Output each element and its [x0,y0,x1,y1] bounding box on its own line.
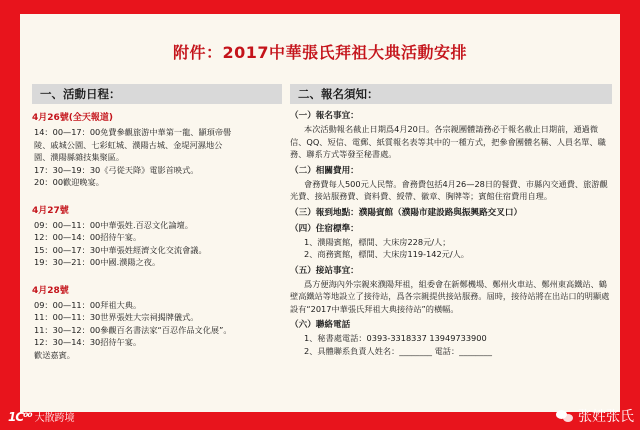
schedule-line: 11：00—11：30世界張姓大宗祠揭牌儀式。 [34,312,199,322]
section-title: （三）報到地點：濮陽賓館（濮陽市建設路與振興路交叉口） [290,207,523,218]
schedule-heading: 一、活動日程： [32,84,282,104]
schedule-days [32,110,282,361]
section-paragraph: 爲方便海內外宗親來濮陽拜祖，組委會在新鄭機場、鄭州火車站、鄭州東高鐵站、鶴壁高鐵站等地設立了接待站，爲各宗親提供接站服務。屆時，接待站將在出站口的明顯處設有“2017中華張氏拜祖大典接待站”的橫幅。 [290,278,610,314]
section-item: 2、具體聯系負責人姓名：________ 電話：________ [304,345,492,356]
schedule-line: 園、濮陽縣雜技集聚區。 [34,152,125,162]
schedule-line: 09：00—11：00拜祖大典。 [34,299,142,310]
schedule-line: 15：00—17：30中華張姓經濟文化交流會議。 [34,244,207,255]
section-title: （五）接站事宜： [290,265,359,276]
section-item: 1、秘書處電話：0393-3318337 13949733900 [304,333,487,343]
schedule-line: 20：00歡迎晚宴。 [34,177,104,187]
wechat-icon [556,409,574,423]
schedule-line: 陵、戚城公園、七彩虹城、濮陽古城、金堤河濕地公 [34,139,223,150]
schedule-date: 4月26號(全天報道) [32,113,114,123]
footer-logo-left [8,409,75,424]
section-title: （六）聯絡電話 [290,320,351,330]
section-title: （二）相關費用： [290,165,359,176]
schedule-line: 09：00—11：00中華張姓.百忍文化論壇。 [34,219,193,230]
section-paragraph: 本次活動報名截止日期爲4月20日。各宗親團體請務必于報名截止日期前，通過微信、QQ、短信、電郵、紙質報名表等其中的一種方式，把參會團體名稱、人員名單、職務、聯系方式等發至秘書處。 [290,124,606,159]
schedule-line: 歡送嘉賓。 [34,349,75,360]
registration-sections [290,110,612,357]
logo-text: 大散跨境 [34,413,75,424]
announcement-sheet [20,14,620,412]
section-title: （一）報名事宜： [290,111,359,121]
schedule-line: 17：30—19：30《弓從天降》電影首映式。 [34,164,199,175]
schedule-line: 14：00—17：00免費參觀旅游中華第一龍、顓頊帝嚳 [34,127,232,137]
schedule-column [32,84,282,361]
schedule-date: 4月27號 [32,205,69,216]
section-item: 1、濮陽賓館，標間、大床房228元/人； [304,236,451,247]
schedule-date: 4月28號 [32,285,69,296]
section-item: 2、商務賓館，標間、大床房119-142元/人。 [304,249,469,259]
schedule-line: 12：00—14：00招待午宴。 [34,232,142,242]
logo-badge: 1C⁰⁰ [8,409,32,424]
section-title: （四）住宿標準： [290,223,359,234]
wechat-account-name: 张姓张氏 [578,409,634,425]
registration-heading: 二、報名須知： [290,84,612,104]
schedule-line: 11：30—12：00參觀百名書法家“百忍作品文化展”。 [34,324,232,335]
schedule-line: 12：30—14：30招待午宴。 [34,337,142,347]
footer-logo-right [556,406,634,426]
schedule-line: 19：30—21：00中國.濮陽之夜。 [34,257,161,267]
section-paragraph: 會務費每人500元人民幣。會務費包括4月26—28日的餐費、市縣內交通費、旅游觀光費、接站服務費、資料費、綬帶、徽章、胸牌等；賓館住宿費用自理。 [290,178,608,201]
registration-column [290,84,612,357]
page-title: 附件：2017中華張氏拜祖大典活動安排 [172,43,468,62]
